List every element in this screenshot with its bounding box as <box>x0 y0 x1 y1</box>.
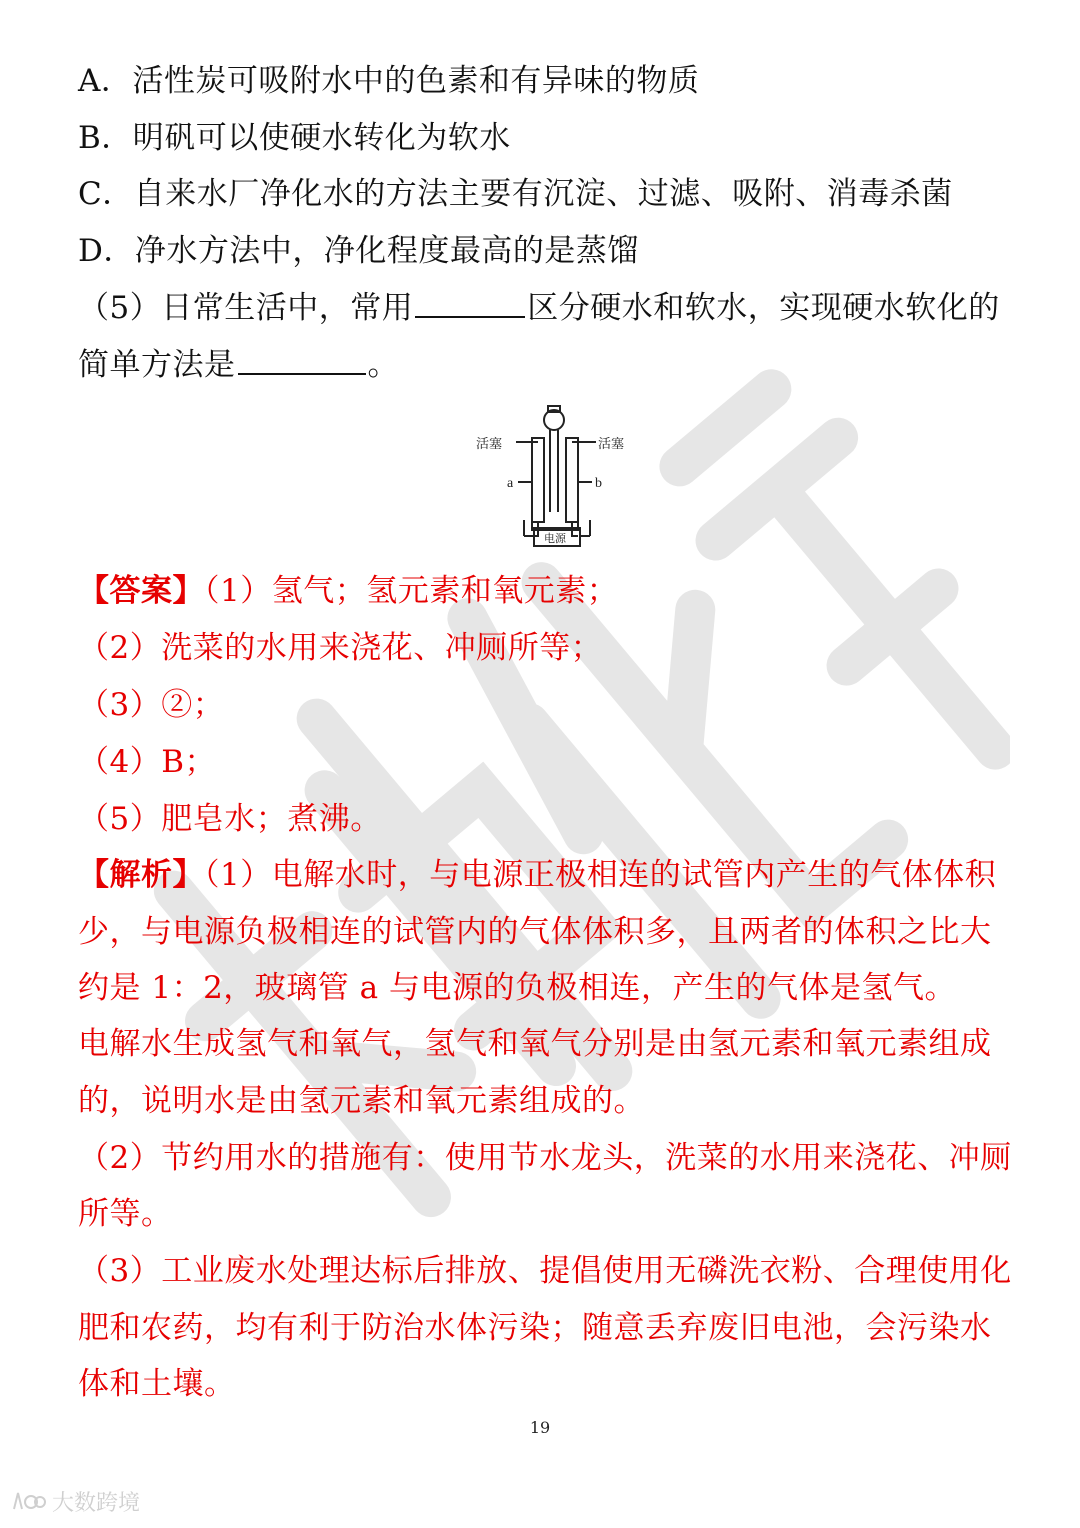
analysis-text: （1）电解水时，与电源正极相连的试管内产生的气体体积 <box>204 857 997 893</box>
analysis-line-8: （3）工业废水处理达标后排放、提倡使用无磷洗衣粉、合理使用化 <box>78 1253 1012 1289</box>
power-supply-label: 电源 <box>544 533 566 545</box>
option-text: 自来水厂净化水的方法主要有沉淀、过滤、吸附、消毒杀菌 <box>133 176 953 212</box>
option-d <box>78 231 1038 271</box>
footer-brand-text: 大数跨境 <box>52 1490 141 1516</box>
analysis-line-10: 体和土壤。 <box>78 1366 236 1402</box>
option-letter: B． <box>78 120 133 156</box>
tube-label-a: a <box>507 476 514 491</box>
option-c <box>78 174 1038 214</box>
analysis-line-2: 少，与电源负极相连的试管内的气体体积多，且两者的体积之比大 <box>78 914 992 950</box>
option-letter: C． <box>78 176 134 212</box>
answer-tag: 【答案】 <box>78 573 204 609</box>
electrolysis-apparatus-figure <box>474 402 644 552</box>
footer-brand <box>10 1486 140 1516</box>
analysis-line-3: 约是 1：2，玻璃管 a 与电源的负极相连，产生的气体是氢气。 <box>78 970 956 1006</box>
option-b <box>78 118 1038 158</box>
logo-icon <box>10 1489 46 1513</box>
option-a <box>78 61 1038 101</box>
option-letter: D． <box>78 233 135 269</box>
answer-line-2: （2）洗菜的水用来浇花、冲厕所等； <box>78 630 603 666</box>
analysis-line-6: （2）节约用水的措施有：使用节水龙头，洗菜的水用来浇花、冲厕 <box>78 1140 1012 1176</box>
answer-line-1 <box>78 571 1038 611</box>
answer-line-3: （3）②； <box>78 687 225 723</box>
analysis-line-1 <box>78 855 1038 895</box>
analysis-line-7: 所等。 <box>78 1196 173 1232</box>
analysis-tag: 【解析】 <box>78 857 204 893</box>
answer-text: （1）氢气；氢元素和氧元素； <box>204 573 619 609</box>
stopcock-label-right: 活塞 <box>598 436 625 451</box>
question-5-line2 <box>78 345 1038 385</box>
tube-label-b: b <box>595 476 602 491</box>
q5-text: 简单方法是 <box>78 347 236 383</box>
question-5-line1 <box>78 288 1038 328</box>
q5-text: 区分硬水和软水，实现硬水软化的 <box>527 290 1000 326</box>
option-text: 活性炭可吸附水中的色素和有异味的物质 <box>132 63 700 99</box>
q5-text: （5）日常生活中，常用 <box>78 290 414 326</box>
analysis-line-5: 的，说明水是由氢元素和氧元素组成的。 <box>78 1083 645 1119</box>
option-text: 净水方法中，净化程度最高的是蒸馏 <box>134 233 639 269</box>
analysis-line-4: 电解水生成氢气和氧气，氢气和氧气分别是由氢元素和氧元素组成 <box>78 1026 992 1062</box>
answer-line-4: （4）B； <box>78 744 217 780</box>
option-letter: A． <box>78 63 133 99</box>
answer-blank <box>238 345 366 375</box>
option-text: 明矾可以使硬水转化为软水 <box>132 120 511 156</box>
answer-line-5: （5）肥皂水；煮沸。 <box>78 801 382 837</box>
analysis-line-9: 肥和农药，均有利于防治水体污染；随意丢弃废旧电池，会污染水 <box>78 1310 992 1346</box>
q5-text: 。 <box>367 347 399 383</box>
stopcock-label-left: 活塞 <box>476 436 503 451</box>
answer-blank <box>415 288 525 318</box>
page-number: 19 <box>529 1418 551 1437</box>
